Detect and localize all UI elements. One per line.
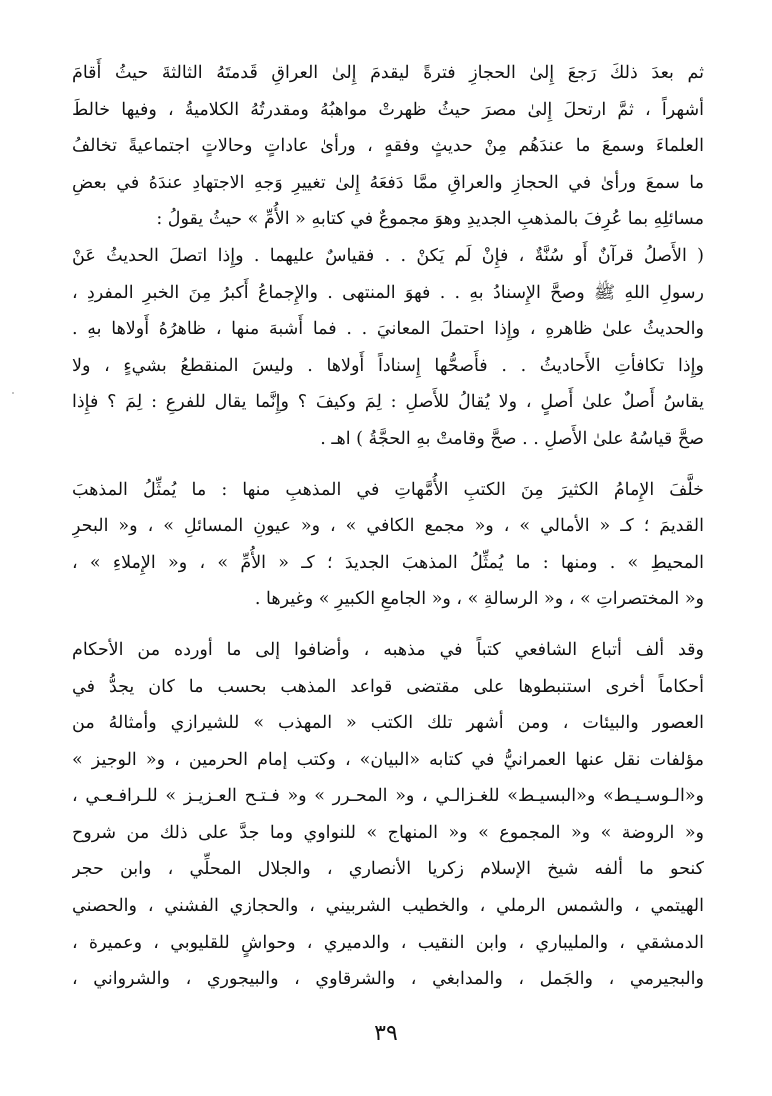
text-line: خلَّفَ الإِمامُ الكثيرَ مِنَ الكتبِ الأُمَّهاتِ في المذهبِ منها : ما يُمثِّلُ المذهبَ bbox=[72, 479, 704, 500]
text-line: والحديثُ علىٰ ظاهرهِ ، وإِذا احتملَ المعانيَ . . فما أَشبهَ منها ، ظاهرُهُ أَولاها بهِ . bbox=[72, 319, 704, 340]
text-line: أشهراً ، ثمَّ ارتحلَ إِلىٰ مصرَ حيثُ ظهرتْ مواهبُهُ ومقدرتُهُ الكلاميةُ ، وفيها خالطَ bbox=[72, 99, 704, 120]
text-line: ما سمعَ ورأىٰ في الحجازِ والعراقِ ممَّا دَفعَهُ إِلىٰ تغييرِ وَجهِ الاجتهادِ عندَهُ في بعضِ bbox=[72, 172, 704, 193]
text-line: و« المختصراتِ » ، و« الرسالةِ » ، و« الجامعِ الكبيرِ » وغيرها . bbox=[254, 589, 704, 610]
text-line: مسائلِهِ بما عُرِفَ بالمذهبِ الجديدِ وهوَ مجموعٌ في كتابهِ « الأُمِّ » حيثُ يقولُ : bbox=[156, 209, 704, 230]
paragraph-followers bbox=[72, 632, 704, 998]
text-line: العصور والبيئات ، ومن أشهر تلك الكتب « المهذب » للشيرازي وأمثالهُ من bbox=[72, 713, 704, 734]
text-line: ( الأَصلُ قرآنٌ أَو سُنَّةٌ ، فإِنْ لَم يَكنْ . . فقياسٌ عليهما . وإِذا اتصلَ الحديثُ عَنْ bbox=[72, 245, 704, 266]
text-line: كنحو ما ألفه شيخ الإسلام زكريا الأنصاري ، والجلال المحلِّي ، وابن حجر bbox=[72, 859, 704, 880]
text-line: مؤلفات نقل عنها العمرانيُّ في كتابه «البيان» ، وكتب إمام الحرمين ، و« الوجيز » bbox=[72, 749, 704, 770]
text-line: رسولِ اللهِ ﷺ وصحَّ الإِسنادُ بهِ . . فهوَ المنتهى . والإِجماعُ أَكبرُ مِنَ الخبرِ المفردِ ، bbox=[72, 282, 704, 303]
text-line: المحيطِ » . ومنها : ما يُمثِّلُ المذهبَ الجديدَ ؛ كـ « الأُمِّ » ، و« الإِملاءِ » ، bbox=[72, 552, 704, 573]
text-line: يقاسُ أَصلٌ علىٰ أَصلٍ ، ولا يُقالُ للأَصلِ : لِمَ وكيفَ ؟ وإِنَّما يقال للفرعِ : لِمَ ؟ فإِذا bbox=[72, 392, 704, 413]
paragraph-books bbox=[72, 472, 704, 618]
text-line: وإِذا تكافأتِ الأَحاديثُ . . فأَصحُّها إِسناداً أَولاها . وليسَ المنقطعُ بشيءٍ ، ولا bbox=[72, 355, 704, 376]
text-line: القديمَ ؛ كـ « الأمالي » ، و« مجمع الكافي » ، و« عيونِ المسائلِ » ، و« البحرِ bbox=[72, 516, 704, 537]
body-text bbox=[72, 55, 704, 998]
text-line: الهيتمي ، والشمس الرملي ، والخطيب الشربيني ، والحجازي الفشني ، والحصني bbox=[72, 896, 704, 917]
page-number: ٣٩ bbox=[374, 1021, 398, 1046]
text-line: وقد ألف أتباع الشافعي كتباً في مذهبه ، وأضافوا إلى ما أورده من الأحكام bbox=[72, 639, 704, 660]
text-line: و« الروضة » و« المجموع » و« المنهاج » للنواوي وما جدَّ على ذلك من شروح bbox=[72, 822, 704, 843]
text-line: والبجيرمي ، والجَمل ، والمدابغي ، والشرقاوي ، والبيجوري ، والشرواني ، bbox=[72, 969, 704, 990]
text-line: أحكاماً أخرى استنبطوها على مقتضى قواعد المذهب بحسب ما كان يجدُّ في bbox=[72, 676, 704, 697]
text-line: العلماءَ وسمعَ ما عندَهُم مِنْ حديثٍ وفقهٍ ، ورأىٰ عاداتٍ وحالاتٍ اجتماعيةً تخالفُ bbox=[72, 136, 704, 157]
text-line: و«الـوسـيـط» و«البسيـط» للغـزالـي ، و« المحـرر » و« فـتـح العـزيـز » للـرافـعـي ، bbox=[72, 786, 704, 807]
text-line: صحَّ قياسُهُ علىٰ الأَصلِ . . صحَّ وقامتْ بهِ الحجَّةُ ) اهـ . bbox=[320, 428, 704, 449]
text-line: الدمشقي ، والمليباري ، وابن النقيب ، والدميري ، وحواشٍ للقليوبي ، وعميرة ، bbox=[72, 932, 704, 953]
paragraph-gap bbox=[72, 458, 704, 472]
paragraph-gap bbox=[72, 618, 704, 632]
paragraph-intro bbox=[72, 55, 704, 238]
paragraph-quote bbox=[72, 238, 704, 458]
margin-mark bbox=[12, 392, 14, 394]
text-line: ثم بعدَ ذلكَ رَجعَ إِلىٰ الحجازِ فترةً ليقدمَ إِلىٰ العراقِ قَدمتَهُ الثالثةَ حيثُ أَقامَ bbox=[72, 63, 704, 83]
